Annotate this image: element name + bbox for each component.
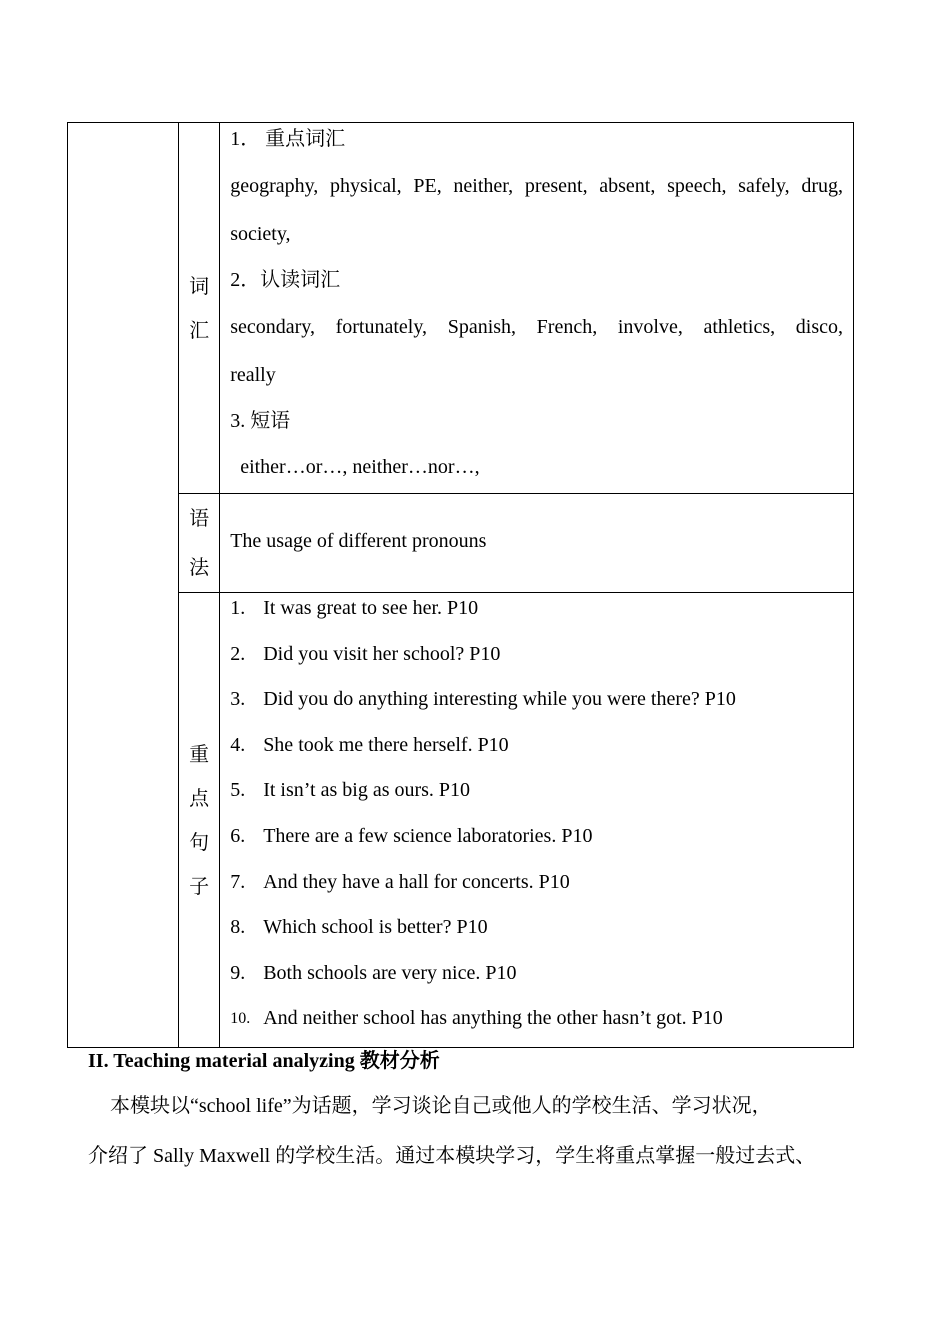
key-sentences-row [68,593,854,1048]
grammar-content [220,494,854,593]
label-char: 子 [189,874,210,898]
item-number: 7. [230,870,246,893]
item-number: 10. [230,1010,251,1028]
list-item [230,814,843,860]
item-text: There are a few science laboratories. P10 [263,824,593,847]
key-sentences-label [179,593,220,1048]
item-text: And neither school has anything the other hasn’t got. P10 [263,1007,723,1030]
list-item [230,677,843,723]
key-vocab-heading: 1． 重点词汇 [230,128,346,150]
reading-vocab-words-cont: really [230,364,276,386]
list-item [230,996,843,1042]
item-text: Did you do anything interesting while you were there? P10 [263,688,736,711]
key-vocab-words: geography, physical, PE, neither, present, absent, speech, safely, drug, [230,175,843,197]
label-char: 词 [189,274,210,298]
vocabulary-content [220,123,854,494]
grammar-row [68,494,854,593]
label-char: 重 [189,742,210,766]
phrases-list: either…or…, neither…nor…, [240,456,480,478]
section-heading: II. Teaching material analyzing 教材分析 [88,1050,440,1072]
item-number: 4. [230,733,246,756]
vocabulary-row [68,123,854,494]
key-sentences-content [220,593,854,1048]
list-item [230,586,843,632]
item-text: Which school is better? P10 [263,916,488,939]
item-text: And they have a hall for concerts. P10 [263,870,570,893]
label-char: 语 [189,506,210,530]
list-item [230,951,843,997]
label-char: 点 [189,786,210,810]
list-item [230,860,843,906]
blank-category-cell [68,123,179,1048]
label-char: 句 [189,830,210,854]
item-number: 9. [230,961,246,984]
reading-vocab-words: secondary, fortunately, Spanish, French, involve, athletics, disco, [230,316,843,338]
vocabulary-label [179,123,220,494]
item-text: It isn’t as big as ours. P10 [263,779,471,802]
label-char: 法 [189,555,210,579]
list-item [230,768,843,814]
item-text: Did you visit her school? P10 [263,642,501,665]
key-sentences-list [230,586,843,1042]
item-number: 2. [230,642,246,665]
phrases-heading: 3. 短语 [230,410,291,432]
grammar-label [179,494,220,593]
item-number: 1. [230,597,246,619]
list-item [230,723,843,769]
reading-vocab-heading: 2．认读词汇 [230,269,341,291]
paragraph-line: 本模块以“school life”为话题，学习谈论自己或他人的学校生活、学习状况， [110,1095,772,1117]
item-number: 3. [230,688,246,711]
grammar-text: The usage of different pronouns [230,530,487,552]
item-text: Both schools are very nice. P10 [263,961,517,984]
paragraph-line: 介绍了 Sally Maxwell 的学校生活。通过本模块学习，学生将重点掌握一般过去式、 [88,1145,816,1167]
item-number: 5. [230,779,246,802]
key-vocab-words-cont: society, [230,223,291,245]
item-number: 6. [230,824,246,847]
item-text: It was great to see her. P10 [263,597,479,619]
list-item [230,632,843,678]
list-item [230,905,843,951]
item-number: 8. [230,916,246,939]
item-text: She took me there herself. P10 [263,733,509,756]
label-char: 汇 [189,318,210,342]
lesson-plan-table [67,122,854,1048]
